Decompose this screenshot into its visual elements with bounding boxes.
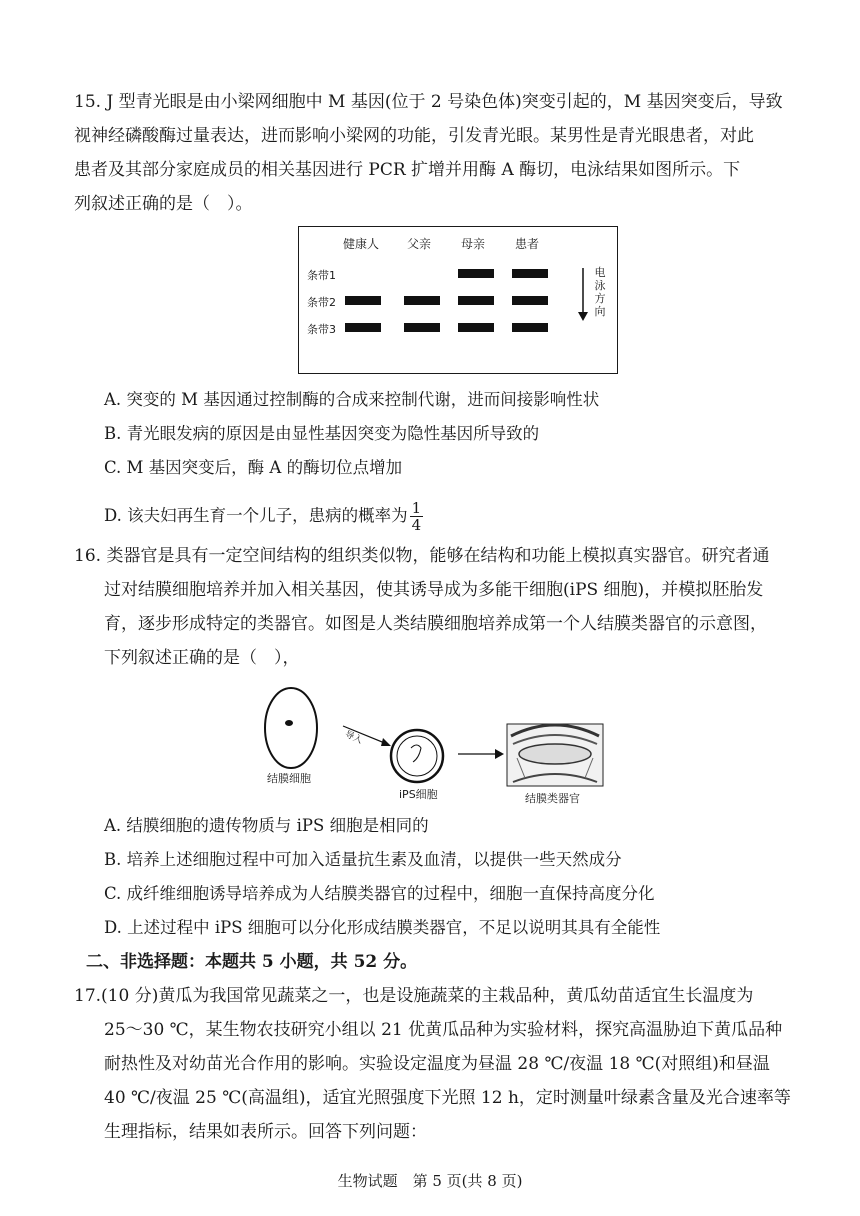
gel-band-patient-2 xyxy=(512,296,548,305)
gel-row-band-3: 条带3 xyxy=(307,323,336,336)
q17-line-5: 生理指标，结果如表所示。回答下列问题： xyxy=(104,1122,427,1142)
ips-cell-label: iPS细胞 xyxy=(399,788,438,801)
gel-band-healthy-2 xyxy=(345,296,381,305)
q15-line-2: 视神经磷酸酶过量表达，进而影响小梁网的功能，引发青光眼。某男性是青光眼患者，对此 xyxy=(74,126,754,146)
q16-line-3: 育，逐步形成特定的类器官。如图是人类结膜细胞培养成第一个人结膜类器官的示意图， xyxy=(104,614,767,634)
q15-option-a: A. 突变的 M 基因通过控制酶的合成来控制代谢，进而间接影响性状 xyxy=(104,390,600,409)
gel-row-band-1: 条带1 xyxy=(307,269,336,282)
q16-option-a: A. 结膜细胞的遗传物质与 iPS 细胞是相同的 xyxy=(104,816,429,835)
electrophoresis-figure xyxy=(298,226,618,374)
q17-line-4: 40 ℃/夜温 25 ℃(高温组)，适宜光照强度下光照 12 h，定时测量叶绿素含量及光合速率等 xyxy=(104,1088,791,1108)
gel-band-mother-1 xyxy=(458,269,494,278)
q17-line-1: 17.(10 分)黄瓜为我国常见蔬菜之一，也是设施蔬菜的主栽品种，黄瓜幼苗适宜生长温度为 xyxy=(74,986,754,1006)
induction-arrow-label: 导入 xyxy=(343,729,364,747)
q16-line-1: 16. 类器官是具有一定空间结构的组织类似物，能够在结构和功能上模拟真实器官。研究者通 xyxy=(74,546,770,566)
q15-line-4: 列叙述正确的是（ ）。 xyxy=(74,194,253,214)
conjunctival-cell-label: 结膜细胞 xyxy=(267,772,311,785)
organoid-label: 结膜类器官 xyxy=(525,792,580,805)
gel-col-healthy: 健康人 xyxy=(343,237,380,251)
q15-option-b: B. 青光眼发病的原因是由显性基因突变为隐性基因所导致的 xyxy=(104,424,540,443)
gel-row-band-2: 条带2 xyxy=(307,296,336,309)
q16-line-4: 下列叙述正确的是（ ）， xyxy=(104,648,300,668)
q17-line-3: 耐热性及对幼苗光合作用的影响。实验设定温度为昼温 28 ℃/夜温 18 ℃(对照组)和昼温 xyxy=(104,1054,770,1074)
q15-option-d-text: D. 该夫妇再生育一个儿子，患病的概率为 xyxy=(104,506,408,525)
gel-band-healthy-3 xyxy=(345,323,381,332)
gel-band-father-2 xyxy=(404,296,440,305)
fraction-numerator: 1 xyxy=(411,499,422,517)
gel-band-mother-2 xyxy=(458,296,494,305)
page-footer: 生物试题 第 5 页(共 8 页) xyxy=(337,1172,523,1190)
q16-option-b: B. 培养上述细胞过程中可加入适量抗生素及血清，以提供一些天然成分 xyxy=(104,850,622,869)
gel-band-patient-1 xyxy=(512,269,548,278)
q15-option-d xyxy=(104,500,423,533)
section-heading: 二、非选择题：本题共 5 小题，共 52 分。 xyxy=(86,952,418,972)
electrophoresis-direction-label: 电泳方向 xyxy=(594,266,606,318)
organoid-figure xyxy=(255,678,615,808)
q16-option-d: D. 上述过程中 iPS 细胞可以分化形成结膜类器官，不足以说明其具有全能性 xyxy=(104,918,661,937)
electrophoresis-direction-arrow-icon xyxy=(576,266,590,322)
gel-band-patient-3 xyxy=(512,323,548,332)
gel-band-mother-3 xyxy=(458,323,494,332)
gel-col-mother: 母亲 xyxy=(461,237,486,251)
q16-line-2: 过对结膜细胞培养并加入相关基因，使其诱导成为多能干细胞(iPS 细胞)，并模拟胚胎发 xyxy=(104,580,764,600)
gel-col-father: 父亲 xyxy=(407,237,432,251)
q17-line-2: 25～30 ℃，某生物农技研究小组以 21 优黄瓜品种为实验材料，探究高温胁迫下黄瓜品种 xyxy=(104,1020,783,1040)
fraction-denominator: 4 xyxy=(411,516,422,534)
q15-line-1: 15. J 型青光眼是由小梁网细胞中 M 基因(位于 2 号染色体)突变引起的，M 基因突变后，导致 xyxy=(74,92,783,112)
q15-line-3: 患者及其部分家庭成员的相关基因进行 PCR 扩增并用酶 A 酶切，电泳结果如图所示。下 xyxy=(74,160,741,180)
q15-option-c: C. M 基因突变后，酶 A 的酶切位点增加 xyxy=(104,458,403,477)
fraction xyxy=(410,500,424,533)
gel-col-patient: 患者 xyxy=(515,237,540,251)
gel-band-father-3 xyxy=(404,323,440,332)
q16-option-c: C. 成纤维细胞诱导培养成为人结膜类器官的过程中，细胞一直保持高度分化 xyxy=(104,884,655,903)
